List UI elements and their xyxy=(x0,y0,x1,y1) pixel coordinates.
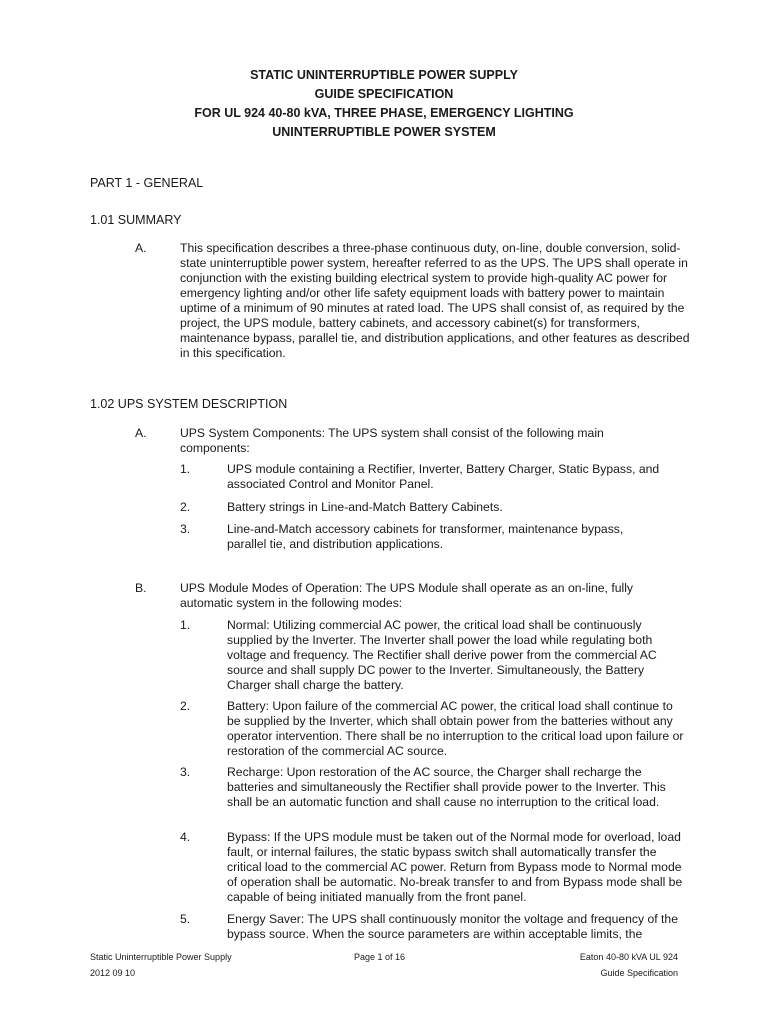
doc-title-line-4: UNINTERRUPTIBLE POWER SYSTEM xyxy=(272,125,496,139)
footer-product: Eaton 40-80 kVA UL 924 xyxy=(579,952,678,962)
components-a-marker: A. xyxy=(135,426,147,440)
component-item-2-number: 2. xyxy=(180,500,191,514)
mode-item-5-text: Energy Saver: The UPS shall continuously monitor the voltage and frequency of the bypass source. When the source parameters are within acceptable limits, the xyxy=(227,912,678,941)
footer-document-name: Static Uninterruptible Power Supply xyxy=(90,952,232,962)
doc-title-line-1: STATIC UNINTERRUPTIBLE POWER SUPPLY xyxy=(250,68,518,82)
section-heading-system-description: 1.02 UPS SYSTEM DESCRIPTION xyxy=(90,397,288,411)
component-item-3-text: Line-and-Match accessory cabinets for transformer, maintenance bypass, parallel tie, and distribution applications. xyxy=(227,522,624,551)
doc-title-line-3: FOR UL 924 40-80 kVA, THREE PHASE, EMERGENCY LIGHTING xyxy=(194,106,574,120)
footer-doc-type: Guide Specification xyxy=(600,968,678,978)
mode-item-4-number: 4. xyxy=(180,830,191,844)
component-item-1-text: UPS module containing a Rectifier, Inverter, Battery Charger, Static Bypass, and associated Control and Monitor Panel. xyxy=(227,462,660,491)
component-item-2-text: Battery strings in Line-and-Match Battery Cabinets. xyxy=(227,500,503,514)
component-item-3-number: 3. xyxy=(180,522,191,536)
mode-item-1-number: 1. xyxy=(180,618,191,632)
mode-item-2-number: 2. xyxy=(180,699,191,713)
section-heading-summary: 1.01 SUMMARY xyxy=(90,213,182,227)
mode-item-5-number: 5. xyxy=(180,912,191,926)
mode-item-2-text: Battery: Upon failure of the commercial AC power, the critical load shall continue to be supplied by the Inverter, which shall obtain power from the batteries without any operator intervention. There shall be no interruption to the critical load upon failure or restoration of the commercial AC source. xyxy=(227,699,684,758)
components-a-text: UPS System Components: The UPS system shall consist of the following main components: xyxy=(180,426,604,455)
modes-b-text: UPS Module Modes of Operation: The UPS Module shall operate as an on-line, fully automatic system in the following modes: xyxy=(180,581,633,610)
summary-a-text: This specification describes a three-phase continuous duty, on-line, double conversion, solid-state uninterruptible power system, hereafter referred to as the UPS. The UPS shall operate in conjunction with the existing building electrical system to provide high-quality AC power for emergency lighting and/or other life safety equipment loads with battery power to maintain uptime of a minimum of 90 minutes at rated load. The UPS shall consist of, as required by the project, the UPS module, battery cabinets, and accessory cabinet(s) for transformers, maintenance bypass, parallel tie, and distribution applications, and other features as described in this specification. xyxy=(180,241,690,360)
modes-b-marker: B. xyxy=(135,581,147,595)
footer-page-number: Page 1 of 16 xyxy=(354,952,406,962)
footer-date: 2012 09 10 xyxy=(90,968,136,978)
mode-item-1-text: Normal: Utilizing commercial AC power, the critical load shall be continuously supplied by the Inverter. The Inverter shall power the load while regulating both voltage and frequency. The Rectifier shall derive power from the commercial AC source and shall supply DC power to the Inverter. Simultaneously, the Battery Charger shall charge the battery. xyxy=(227,618,657,692)
doc-title-line-2: GUIDE SPECIFICATION xyxy=(314,87,454,101)
summary-a-marker: A. xyxy=(135,241,147,255)
mode-item-3-number: 3. xyxy=(180,765,191,779)
mode-item-3-text: Recharge: Upon restoration of the AC source, the Charger shall recharge the batteries and simultaneously the Rectifier shall provide power to the Inverter. This shall be an automatic function and shall cause no interruption to the critical load. xyxy=(227,765,666,809)
part-heading: PART 1 - GENERAL xyxy=(90,176,204,190)
mode-item-4-text: Bypass: If the UPS module must be taken out of the Normal mode for overload, load fault, or internal failures, the static bypass switch shall automatically transfer the critical load to the commercial AC power. Return from Bypass mode to Normal mode of operation shall be automatic. No-break transfer to and from Bypass mode shall be capable of being initiated manually from the front panel. xyxy=(227,830,683,904)
component-item-1-number: 1. xyxy=(180,462,191,476)
